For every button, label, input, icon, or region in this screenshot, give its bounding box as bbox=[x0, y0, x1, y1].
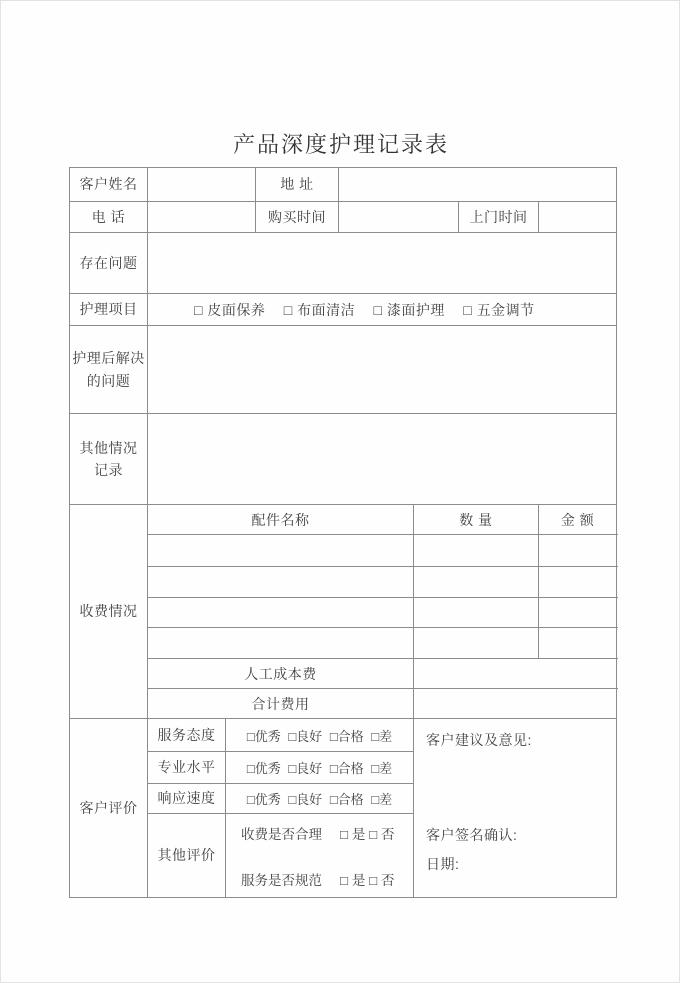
checkbox-leather-care[interactable]: □ 皮面保养 bbox=[194, 301, 266, 318]
checkbox-yes-no-service[interactable]: □ 是 □ 否 bbox=[340, 872, 395, 888]
phone-label: 电 话 bbox=[70, 202, 148, 233]
other-eval-content bbox=[226, 814, 414, 898]
amount-field[interactable] bbox=[539, 598, 617, 628]
part-name-field[interactable] bbox=[148, 598, 414, 628]
other-eval-label: 其他评价 bbox=[148, 814, 226, 898]
fee-reasonable-label: 收费是否合理 bbox=[241, 826, 322, 842]
checkbox-paint-care[interactable]: □ 漆面护理 bbox=[373, 301, 445, 318]
purchase-time-label: 购买时间 bbox=[256, 202, 339, 233]
labor-cost-label: 人工成本费 bbox=[148, 659, 414, 689]
care-items-label: 护理项目 bbox=[70, 294, 148, 326]
part-name-field[interactable] bbox=[148, 535, 414, 567]
checkbox-poor[interactable]: □差 bbox=[371, 728, 393, 744]
charges-row-4 bbox=[70, 628, 617, 659]
quantity-field[interactable] bbox=[414, 628, 539, 659]
visit-time-field[interactable] bbox=[539, 202, 617, 233]
customer-signature-label: 客户签名确认: bbox=[426, 827, 518, 843]
part-name-field[interactable] bbox=[148, 567, 414, 598]
response-speed-options bbox=[226, 784, 414, 814]
customer-name-label: 客户姓名 bbox=[70, 168, 148, 202]
amount-field[interactable] bbox=[539, 628, 617, 659]
form-title: 产品深度护理记录表 bbox=[232, 132, 449, 157]
checkbox-fabric-clean[interactable]: □ 布面清洁 bbox=[283, 301, 356, 318]
solved-problems-field[interactable] bbox=[148, 326, 617, 414]
professional-level-options bbox=[226, 752, 414, 784]
checkbox-pass[interactable]: □合格 bbox=[329, 792, 364, 807]
professional-level-label: 专业水平 bbox=[148, 752, 226, 784]
quantity-field[interactable] bbox=[414, 598, 539, 628]
checkbox-excellent[interactable]: □优秀 bbox=[246, 792, 281, 807]
charges-row-2 bbox=[70, 567, 617, 598]
other-notes-label: 其他情况 记录 bbox=[70, 414, 148, 505]
service-standard-label: 服务是否规范 bbox=[241, 872, 322, 888]
fee-reasonable-line bbox=[241, 823, 395, 843]
response-speed-label: 响应速度 bbox=[148, 784, 226, 814]
date-label: 日期: bbox=[426, 856, 460, 872]
checkbox-poor[interactable]: □差 bbox=[371, 792, 393, 807]
quantity-field[interactable] bbox=[414, 567, 539, 598]
solved-problems-label: 护理后解决 的问题 bbox=[70, 326, 148, 414]
charges-row-3 bbox=[70, 598, 617, 628]
checkbox-excellent[interactable]: □优秀 bbox=[246, 761, 281, 776]
customer-name-field[interactable] bbox=[148, 168, 256, 202]
checkbox-hardware-adjust[interactable]: □ 五金调节 bbox=[463, 301, 535, 318]
charges-col-amount: 金 额 bbox=[539, 505, 617, 535]
charges-section-label: 收费情况 bbox=[70, 505, 148, 719]
address-field[interactable] bbox=[339, 168, 617, 202]
other-notes-field[interactable] bbox=[148, 414, 617, 505]
checkbox-good[interactable]: □良好 bbox=[288, 761, 323, 776]
checkbox-pass[interactable]: □合格 bbox=[329, 761, 364, 776]
checkbox-excellent[interactable]: □优秀 bbox=[246, 728, 281, 744]
charges-col-quantity: 数 量 bbox=[414, 505, 539, 535]
amount-field[interactable] bbox=[539, 535, 617, 567]
care-items-options bbox=[148, 294, 617, 326]
phone-field[interactable] bbox=[148, 202, 256, 233]
visit-time-label: 上门时间 bbox=[459, 202, 539, 233]
care-record-form-table bbox=[69, 167, 617, 898]
checkbox-good[interactable]: □良好 bbox=[288, 792, 323, 807]
checkbox-poor[interactable]: □差 bbox=[371, 761, 393, 776]
purchase-time-field[interactable] bbox=[339, 202, 459, 233]
service-attitude-label: 服务态度 bbox=[148, 719, 226, 752]
charges-row-1 bbox=[70, 535, 617, 567]
checkbox-pass[interactable]: □合格 bbox=[329, 728, 364, 744]
labor-cost-field[interactable] bbox=[414, 659, 617, 689]
part-name-field[interactable] bbox=[148, 628, 414, 659]
total-cost-field[interactable] bbox=[414, 689, 617, 719]
amount-field[interactable] bbox=[539, 567, 617, 598]
existing-problems-label: 存在问题 bbox=[70, 233, 148, 294]
evaluation-section-label: 客户评价 bbox=[70, 719, 148, 898]
address-label: 地 址 bbox=[256, 168, 339, 202]
service-attitude-options bbox=[226, 719, 414, 752]
quantity-field[interactable] bbox=[414, 535, 539, 567]
existing-problems-field[interactable] bbox=[148, 233, 617, 294]
service-standard-line bbox=[241, 869, 395, 889]
checkbox-good[interactable]: □良好 bbox=[288, 728, 323, 744]
total-cost-label: 合计费用 bbox=[148, 689, 414, 719]
checkbox-yes-no-fee[interactable]: □ 是 □ 否 bbox=[340, 826, 395, 842]
feedback-signature-cell bbox=[414, 719, 617, 898]
charges-col-part-name: 配件名称 bbox=[148, 505, 414, 535]
customer-suggestions-label: 客户建议及意见: bbox=[426, 732, 532, 748]
